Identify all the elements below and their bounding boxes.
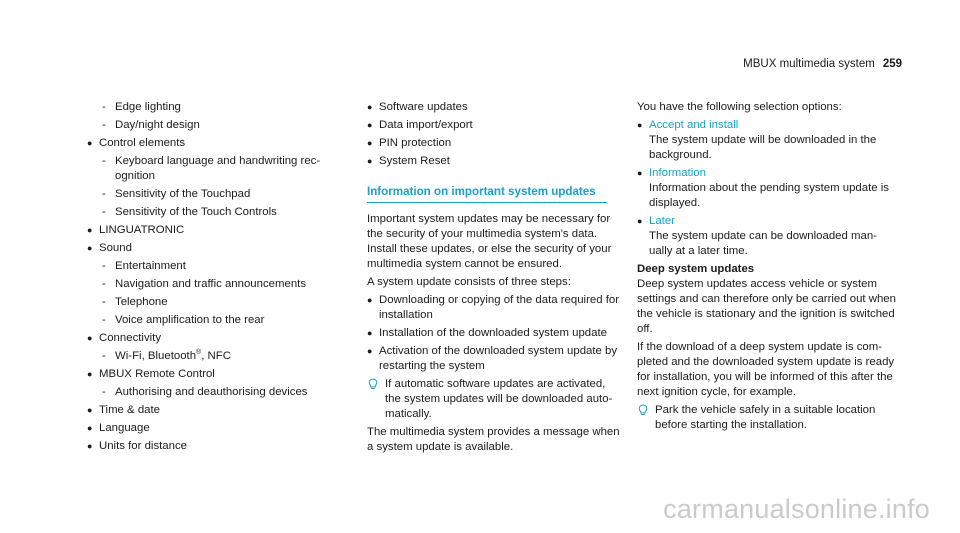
list-item [87, 136, 337, 151]
bullet-mark: ● [367, 328, 373, 338]
option-description: The system update can be downloaded man-ually at a later time. [649, 230, 877, 257]
list-item-text: System Reset [379, 155, 450, 167]
dash-mark: - [102, 296, 106, 308]
list-item [87, 385, 337, 400]
list-item-text: Sensitivity of the Touchpad [115, 188, 251, 200]
list-item [87, 100, 337, 115]
list-item [87, 205, 337, 220]
list-item [367, 136, 621, 151]
list-item-text: Downloading or copying of the data required for installation [379, 294, 619, 321]
dash-mark: - [102, 278, 106, 290]
paragraph-message: The multimedia system provides a message when a system update is available. [367, 426, 620, 453]
list-item-text: Telephone [115, 296, 168, 308]
option-item [637, 166, 897, 211]
list-item-text: Navigation and traffic announcements [115, 278, 307, 290]
options-list [637, 118, 897, 259]
bullet-mark: ● [367, 102, 373, 112]
steps-list [367, 293, 621, 374]
list-item [87, 187, 337, 202]
list-item-text: Control elements [99, 137, 186, 149]
dash-mark: - [102, 119, 106, 131]
note-park-safely [637, 403, 897, 433]
dash-mark: - [102, 101, 106, 113]
info-bulb-icon [367, 378, 379, 390]
list-item [87, 241, 337, 256]
list-item-text: Voice amplification to the rear [115, 314, 265, 326]
list-item [367, 154, 621, 169]
list-item-text: Data import/export [379, 119, 473, 131]
list-item-text-suffix: , NFC [201, 350, 231, 362]
list-item [87, 349, 337, 364]
bullet-mark: ● [367, 156, 373, 166]
list-item [367, 326, 621, 341]
settings-bullet-list [367, 100, 621, 169]
note-auto-updates [367, 377, 621, 422]
dash-mark: - [102, 260, 106, 272]
list-item-text: Installation of the downloaded system update [379, 327, 607, 339]
bullet-mark: ● [367, 295, 373, 305]
list-item [87, 367, 337, 382]
list-item [87, 313, 337, 328]
page-header [743, 58, 902, 70]
list-item-text: PIN protection [379, 137, 452, 149]
list-item [87, 403, 337, 418]
bullet-mark: ● [87, 441, 93, 451]
list-item [87, 331, 337, 346]
bullet-mark: ● [637, 120, 643, 130]
option-description: The system update will be downloaded in the background. [649, 134, 877, 161]
list-item [367, 293, 621, 323]
dash-mark: - [102, 350, 106, 362]
page-number: 259 [882, 58, 902, 70]
list-item [87, 154, 337, 184]
paragraph-options-intro: You have the following selection options: [637, 101, 842, 113]
header-title: MBUX multimedia system [743, 58, 875, 70]
list-item [367, 100, 621, 115]
list-item-text: Entertainment [115, 260, 186, 272]
list-item [87, 118, 337, 133]
paragraph-deep-install: If the download of a deep system update is com-pleted and the downloaded system update is ready for installation, you will be informed of this after the next ignition cycle, for example. [637, 341, 895, 398]
list-item-text: Language [99, 422, 150, 434]
paragraph-steps-intro: A system update consists of three steps: [367, 276, 571, 288]
option-description: Information about the pending system update is displayed. [649, 182, 889, 209]
list-item-text: Sensitivity of the Touch Controls [115, 206, 277, 218]
list-item [87, 421, 337, 436]
bullet-mark: ● [367, 138, 373, 148]
list-item-text: Software updates [379, 101, 468, 113]
dash-mark: - [102, 188, 106, 200]
list-item-text: Sound [99, 242, 132, 254]
list-item [87, 439, 337, 454]
list-item-text: Units for distance [99, 440, 187, 452]
list-item-text: Wi-Fi, Bluetooth [115, 350, 197, 362]
dash-mark: - [102, 386, 106, 398]
bullet-mark: ● [637, 168, 643, 178]
list-item [87, 295, 337, 310]
bullet-mark: ● [367, 346, 373, 356]
bullet-mark: ● [87, 243, 93, 253]
watermark: carmanualsonline.info [663, 494, 930, 524]
bullet-mark: ● [87, 423, 93, 433]
bullet-mark: ● [87, 138, 93, 148]
option-item [637, 118, 897, 163]
dash-mark: - [102, 206, 106, 218]
list-item [87, 259, 337, 274]
bullet-mark: ● [637, 216, 643, 226]
bullet-mark: ● [87, 225, 93, 235]
list-item-text: Time & date [99, 404, 160, 416]
list-item-text: Day/night design [115, 119, 200, 131]
column-system-updates [367, 100, 621, 458]
dash-mark: - [102, 314, 106, 326]
registered-mark: ® [196, 349, 202, 357]
list-item-text: Activation of the downloaded system update by restarting the system [379, 345, 618, 372]
list-item [87, 277, 337, 292]
list-item-text: Keyboard language and handwriting rec-ognition [115, 155, 321, 182]
list-item [87, 223, 337, 238]
paragraph-deep-updates: Deep system updates access vehicle or system settings and can therefore only be carried out when the vehicle is stationary and the ignition is switched off. [637, 278, 896, 335]
dash-mark: - [102, 155, 106, 167]
info-bulb-icon [637, 404, 649, 416]
bullet-mark: ● [87, 333, 93, 343]
column-selection-options [637, 100, 897, 436]
section-heading: Information on important system updates [367, 184, 607, 203]
option-label: Information [649, 167, 706, 179]
subheading-deep-updates: Deep system updates [637, 263, 755, 275]
bullet-mark: ● [87, 405, 93, 415]
list-item-text: Authorising and deauthorising devices [115, 386, 308, 398]
paragraph-important-updates: Important system updates may be necessary for the security of your multimedia system's data. Install these updates, or else the security of your multimedia system cannot be ensured. [367, 213, 612, 270]
list-item [367, 344, 621, 374]
list-item-text: Edge lighting [115, 101, 181, 113]
list-item [367, 118, 621, 133]
note-text: If automatic software updates are activated, the system updates will be downloaded auto-matically. [385, 378, 613, 420]
bullet-mark: ● [367, 120, 373, 130]
column-settings-list [87, 100, 337, 457]
note-text: Park the vehicle safely in a suitable location before starting the installation. [655, 404, 876, 431]
option-label: Accept and install [649, 119, 739, 131]
option-label: Later [649, 215, 675, 227]
list-item-text: Connectivity [99, 332, 162, 344]
list-item-text: MBUX Remote Control [99, 368, 215, 380]
option-item [637, 214, 897, 259]
list-item-text: LINGUATRONIC [99, 224, 185, 236]
bullet-mark: ● [87, 369, 93, 379]
